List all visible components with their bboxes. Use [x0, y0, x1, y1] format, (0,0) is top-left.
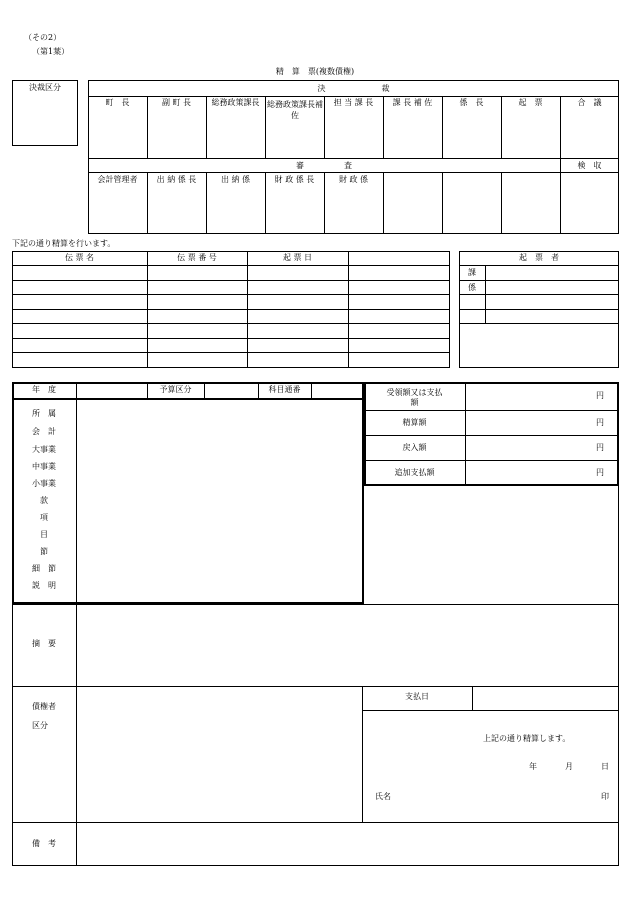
- role-deputy-mayor: 副 町 長: [161, 98, 192, 107]
- col-issue-date: 起 票 日: [282, 253, 313, 262]
- date-day: 日: [601, 762, 609, 771]
- issuer-division-label: 課: [468, 268, 476, 277]
- sheet-number: （第1葉）: [32, 47, 70, 56]
- col-voucher-number: 伝 票 番 号: [177, 253, 217, 262]
- fiscal-year-label: 年 度: [32, 385, 56, 394]
- role-policy-director: 総務政策課長: [211, 98, 260, 107]
- role-chief: 係 長: [459, 98, 484, 107]
- issuer-section-label: 係: [468, 283, 476, 292]
- role-policy-assistant-director: 総務政策課長補佐: [267, 100, 323, 120]
- creditor-category-label: 区分: [32, 721, 48, 730]
- review-header: 審 査: [296, 161, 352, 170]
- date-month: 月: [565, 762, 573, 771]
- role-cashier-chief: 出 納 係 長: [156, 175, 197, 184]
- row-moku: 目: [40, 530, 48, 539]
- part-number: （その2）: [24, 33, 62, 42]
- row-kou: 項: [40, 513, 48, 522]
- additional-payment-unit: 円: [596, 468, 604, 477]
- voucher-note: 下記の通り精算を行います。: [12, 239, 116, 248]
- name-label: 氏名: [375, 792, 391, 801]
- received-amount-label: 受領額又は支払額: [386, 388, 443, 407]
- row-major-project: 大事業: [32, 445, 56, 454]
- settlement-statement: 上記の通り精算します。: [483, 734, 571, 743]
- creditor-label: 債権者: [32, 702, 56, 711]
- page-title: 精 算 票(複数債権): [275, 67, 355, 76]
- refund-amount-unit: 円: [596, 443, 604, 452]
- role-mayor: 町 長: [105, 98, 130, 107]
- role-accounting-manager: 会計管理者: [97, 175, 138, 184]
- date-year: 年: [529, 762, 537, 771]
- inspection-header: 検 収: [577, 161, 602, 170]
- refund-amount-label: 戻入額: [402, 443, 427, 452]
- col-voucher-name: 伝 票 名: [64, 253, 95, 262]
- row-accounting: 会 計: [32, 427, 56, 436]
- budget-class-label: 予算区分: [159, 385, 192, 394]
- role-section-director: 担 当 課 長: [333, 98, 374, 107]
- summary-label: 摘 要: [32, 639, 56, 648]
- row-minor-project: 小事業: [32, 479, 56, 488]
- approval-category-label: 決裁区分: [29, 83, 61, 92]
- settled-amount-label: 精算額: [402, 418, 427, 427]
- row-mid-project: 中事業: [32, 462, 56, 471]
- remarks-label: 備 考: [32, 839, 56, 848]
- role-finance-staff: 財 政 係: [338, 175, 369, 184]
- row-sub-setsu: 細 節: [32, 564, 56, 573]
- account-number-label: 科目通番: [268, 385, 301, 394]
- role-drafter: 起 票: [518, 98, 543, 107]
- role-assistant-director: 課 長 補 佐: [392, 98, 433, 107]
- received-amount-unit: 円: [596, 391, 604, 400]
- additional-payment-label: 追加支払額: [394, 468, 435, 477]
- payment-date-label: 支払日: [405, 692, 429, 701]
- row-affiliation: 所 属: [32, 409, 56, 418]
- decision-header: 決 裁: [317, 84, 390, 93]
- row-setsu: 節: [40, 547, 48, 556]
- role-consultation: 合 議: [577, 98, 602, 107]
- issuer-header: 起 票 者: [519, 253, 559, 262]
- role-cashier: 出 納 係: [220, 175, 251, 184]
- seal-mark: 印: [601, 792, 609, 801]
- role-finance-chief: 財 政 係 長: [274, 175, 315, 184]
- settled-amount-unit: 円: [596, 418, 604, 427]
- row-description: 説 明: [32, 581, 56, 590]
- row-kan: 款: [40, 496, 48, 505]
